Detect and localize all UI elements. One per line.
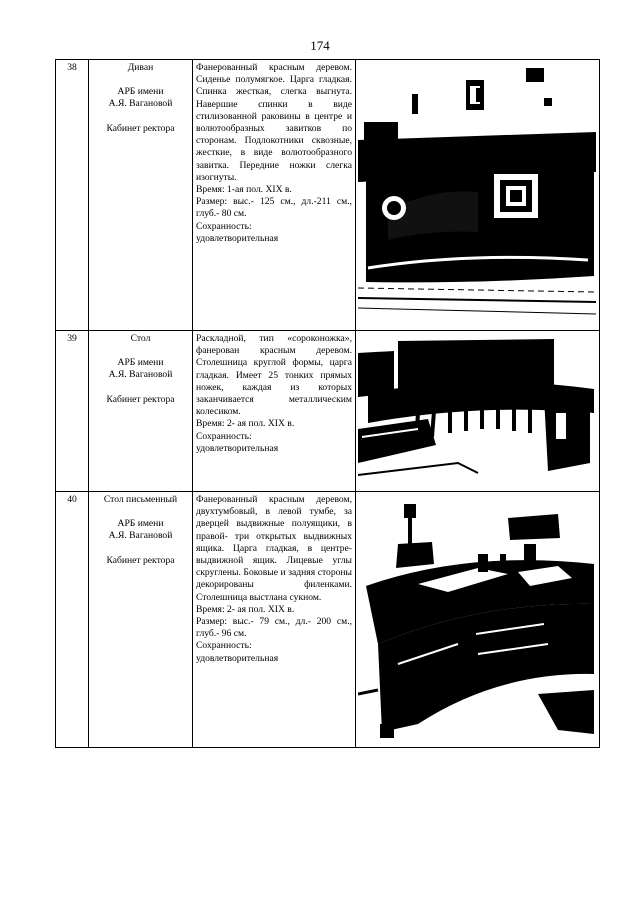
item-condition-label: Сохранность: — [196, 640, 252, 652]
item-condition: удовлетворительная — [196, 652, 279, 664]
item-description: Раскладной, тип «сороконожка», фанерован красным деревом. Столешница круглой формы, царга гладкая. Имеет 25 тонких прямых ножек, каждая из которых заканчивается металлическим колесиком. — [196, 333, 352, 418]
item-photo-cell — [356, 331, 600, 492]
item-name-cell — [89, 331, 193, 492]
item-description: Фанерованный красным деревом. Сиденье полумягкое. Царга гладкая. Спинка жесткая, слегка выгнута. Навершие спинки в виде стилизованной раковины в центре и волютообразных завитков по сторонам. Подлокотники сквозные, жесткие, в виде волютообразного завитка. Передние ножки слегка изогнуты. — [196, 62, 352, 183]
item-location: Кабинет ректора — [106, 554, 175, 566]
sofa-photo — [358, 62, 596, 324]
item-time: Время: 2- ая пол. XIX в. — [196, 603, 295, 615]
item-location: Кабинет ректора — [106, 122, 175, 134]
item-description-cell — [193, 60, 356, 331]
owner-line-2: А.Я. Вагановой — [108, 98, 173, 110]
item-description: Фанерованный красным деревом, двухтумбовый, в левой тумбе, за дверцей выдвижные полуящики, в правой- три открытых выдвижных ящика. Царга гладкая, в центре- выдвижной ящик. Лицевые углы скруглены. Боковые и задняя стороны декорированы филенками. Столешница выстлана сукном. — [196, 494, 352, 603]
table-row — [56, 60, 600, 331]
item-size: Размер: выс.- 79 см., дл.- 200 см., глуб.- 96 см. — [196, 616, 352, 640]
item-condition-label: Сохранность: — [196, 220, 252, 232]
owner-line-2: А.Я. Вагановой — [108, 530, 173, 542]
item-condition-label: Сохранность: — [196, 430, 252, 442]
item-name-cell — [89, 492, 193, 748]
item-time: Время: 2- ая пол. XIX в. — [196, 418, 295, 430]
item-name-cell — [89, 60, 193, 331]
owner-line-2: А.Я. Вагановой — [108, 369, 173, 381]
desk-photo — [358, 494, 596, 741]
table-row — [56, 492, 600, 748]
item-condition: удовлетворительная — [196, 232, 279, 244]
item-name: Стол письменный — [103, 494, 178, 505]
item-number: 38 — [56, 60, 89, 331]
item-description-cell — [193, 492, 356, 748]
owner-line-1: АРБ имени — [117, 518, 164, 530]
owner-line-1: АРБ имени — [117, 357, 164, 369]
item-time: Время: 1-ая пол. XIX в. — [196, 184, 292, 196]
item-size: Размер: выс.- 125 см., дл.-211 см., глуб.- 80 см. — [196, 196, 352, 220]
owner-line-1: АРБ имени — [117, 86, 164, 98]
item-name: Диван — [127, 62, 154, 73]
item-description-cell — [193, 331, 356, 492]
item-photo-cell — [356, 60, 600, 331]
catalog-table — [55, 59, 600, 748]
item-condition: удовлетворительная — [196, 442, 279, 454]
page-number: 174 — [310, 38, 330, 53]
item-location: Кабинет ректора — [106, 393, 175, 405]
table-row — [56, 331, 600, 492]
item-number: 40 — [56, 492, 89, 748]
item-photo-cell — [356, 492, 600, 748]
table-photo — [358, 333, 596, 483]
item-number: 39 — [56, 331, 89, 492]
item-name: Стол — [130, 333, 151, 344]
